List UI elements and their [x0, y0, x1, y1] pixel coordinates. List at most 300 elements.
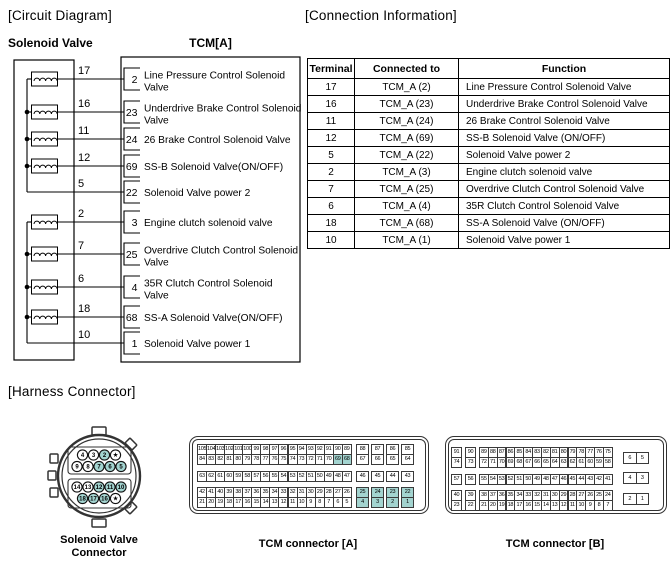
table-cell: 2	[308, 164, 355, 181]
tcm-a-pin-80: 80	[233, 454, 243, 465]
tcm-a-pin-63: 63	[197, 471, 207, 482]
tcm-b-pin-23: 23	[451, 500, 462, 511]
tcm-a-pin-94: 94	[297, 444, 307, 455]
tcm-b-pin-71: 71	[488, 457, 498, 468]
svg-text:26 Brake Control Solenoid Valv: 26 Brake Control Solenoid Valve	[144, 134, 291, 146]
tcm-b-pin-33: 33	[523, 490, 533, 501]
tcm-b-pin-16: 16	[523, 500, 533, 511]
tcm-b-pin-61: 61	[576, 457, 586, 468]
table-cell: 12	[308, 130, 355, 147]
tcm-b-pin-78: 78	[576, 447, 586, 458]
tcm-b-pin-87: 87	[497, 447, 507, 458]
tcm-a-pin-2: 2	[386, 497, 399, 508]
table-cell: TCM_A (68)	[355, 215, 459, 232]
svg-text:Overdrive Clutch Control Solen: Overdrive Clutch Control Solenoid	[144, 245, 299, 257]
tcm-b-pin-31: 31	[541, 490, 551, 501]
svg-text:14: 14	[73, 485, 81, 492]
solenoid-valve-label: Solenoid Valve	[8, 36, 93, 50]
connection-table-header	[308, 59, 670, 79]
tcm-a-pin-44: 44	[386, 471, 399, 482]
tcm-a-pin-66: 66	[371, 454, 384, 465]
table-header-cell: Terminal	[308, 59, 355, 79]
tcm-b-pin-4: 4	[623, 472, 637, 484]
tcm-a-pin-89: 89	[342, 444, 352, 455]
connection-information-title: [Connection Information]	[305, 8, 457, 23]
svg-text:18: 18	[79, 496, 86, 503]
tcm-a-pin-76: 76	[269, 454, 279, 465]
tcm-b-pin-57: 57	[451, 474, 462, 485]
svg-text:8: 8	[86, 464, 90, 471]
tcm-b-pin-51: 51	[514, 474, 524, 485]
tcm-a-pin-47: 47	[342, 471, 352, 482]
tcm-connector-a	[189, 436, 429, 514]
tcm-b-pin-3: 3	[636, 472, 650, 484]
tcm-a-pin-46: 46	[356, 471, 369, 482]
tcm-a-pin-36: 36	[251, 487, 261, 498]
connection-table	[307, 58, 670, 249]
tcm-connector-b	[445, 436, 667, 514]
table-cell: TCM_A (22)	[355, 147, 459, 164]
tcm-a-pin-20: 20	[206, 497, 216, 508]
tcm-a-pin-68: 68	[342, 454, 352, 465]
tcm-a-pin-102: 102	[224, 444, 234, 455]
tcm-a-pin-70: 70	[324, 454, 334, 465]
tcm-b-pin-74: 74	[451, 457, 462, 468]
table-cell: TCM_A (23)	[355, 96, 459, 113]
table-cell: 18	[308, 215, 355, 232]
tcm-a-pin-71: 71	[315, 454, 325, 465]
tcm-a-pin-6: 6	[333, 497, 343, 508]
tcm-a-pin-53: 53	[288, 471, 298, 482]
valve-pin-number-11: 11	[78, 125, 90, 137]
solenoid-connector-label-line1: Solenoid Valve	[60, 534, 138, 546]
tcm-a-pin-98: 98	[260, 444, 270, 455]
svg-text:SS-A Solenoid Valve(ON/OFF): SS-A Solenoid Valve(ON/OFF)	[144, 312, 283, 324]
tcm-b-pin-28: 28	[568, 490, 578, 501]
tcm-a-pin-35: 35	[260, 487, 270, 498]
svg-text:Solenoid Valve power 2: Solenoid Valve power 2	[144, 187, 251, 199]
tcm-b-pin-79: 79	[568, 447, 578, 458]
table-row	[308, 113, 670, 130]
svg-text:Valve: Valve	[144, 290, 169, 302]
table-cell: 6	[308, 198, 355, 215]
tcm-a-pin-1: 1	[401, 497, 414, 508]
tcm-b-pin-82: 82	[541, 447, 551, 458]
table-row	[308, 164, 670, 181]
circuit-diagram-title: [Circuit Diagram]	[8, 8, 112, 23]
svg-text:22: 22	[125, 186, 138, 199]
tcm-a-pin-91: 91	[324, 444, 334, 455]
tcm-a-pin-78: 78	[251, 454, 261, 465]
svg-text:17: 17	[90, 496, 97, 503]
tcm-a-pin-9: 9	[306, 497, 316, 508]
table-cell: 17	[308, 79, 355, 96]
tcm-a-pin-84: 84	[197, 454, 207, 465]
table-cell: 5	[308, 147, 355, 164]
tcm-a-pin-48: 48	[333, 471, 343, 482]
tcm-a-pin-65: 65	[386, 454, 399, 465]
tcm-a-pin-73: 73	[297, 454, 307, 465]
table-cell: Solenoid Valve power 2	[459, 147, 670, 164]
tcm-a-pin-39: 39	[224, 487, 234, 498]
tcm-a-label: TCM[A]	[189, 36, 232, 50]
valve-pin-number-5: 5	[78, 178, 85, 190]
solenoid-valve-connector	[47, 425, 151, 529]
valve-pin-number-18: 18	[78, 303, 91, 315]
tcm-b-pin-30: 30	[550, 490, 560, 501]
tcm-b-pin-20: 20	[488, 500, 498, 511]
tcm-a-pin-12: 12	[278, 497, 288, 508]
svg-text:★: ★	[112, 452, 119, 460]
tcm-a-pin-40: 40	[215, 487, 225, 498]
tcm-b-pin-76: 76	[594, 447, 604, 458]
tcm-b-pin-53: 53	[497, 474, 507, 485]
tcm-a-pin-33: 33	[278, 487, 288, 498]
tcm-a-pin-18: 18	[224, 497, 234, 508]
tcm-b-pin-75: 75	[603, 447, 613, 458]
tcm-a-pin-5: 5	[342, 497, 352, 508]
tcm-b-pin-55: 55	[479, 474, 489, 485]
tcm-a-pin-54: 54	[278, 471, 288, 482]
svg-text:Valve: Valve	[144, 115, 169, 127]
tcm-a-pin-27: 27	[333, 487, 343, 498]
tcm-b-pin-8: 8	[594, 500, 604, 511]
tcm-b-pin-81: 81	[550, 447, 560, 458]
tcm-b-pin-9: 9	[585, 500, 595, 511]
svg-text:25: 25	[125, 248, 138, 261]
tcm-a-pin-100: 100	[242, 444, 252, 455]
tcm-b-pin-88: 88	[488, 447, 498, 458]
tcm-b-pin-13: 13	[550, 500, 560, 511]
tcm-b-pin-38: 38	[479, 490, 489, 501]
valve-pin-number-7: 7	[78, 240, 85, 252]
tcm-a-pin-37: 37	[242, 487, 252, 498]
table-cell: 16	[308, 96, 355, 113]
svg-text:Solenoid Valve power 1: Solenoid Valve power 1	[144, 338, 251, 350]
tcm-a-pin-17: 17	[233, 497, 243, 508]
tcm-b-pin-60: 60	[585, 457, 595, 468]
svg-text:16: 16	[101, 496, 108, 503]
tcm-b-pin-18: 18	[506, 500, 516, 511]
svg-text:68: 68	[125, 311, 138, 324]
tcm-b-pin-40: 40	[451, 490, 462, 501]
table-cell: 7	[308, 181, 355, 198]
svg-text:★: ★	[112, 495, 119, 503]
table-cell: TCM_A (4)	[355, 198, 459, 215]
svg-text:5: 5	[119, 464, 123, 471]
tcm-b-pin-64: 64	[550, 457, 560, 468]
tcm-b-pin-49: 49	[532, 474, 542, 485]
connection-table-body	[308, 79, 670, 249]
tcm-a-pin-42: 42	[197, 487, 207, 498]
tcm-a-pin-19: 19	[215, 497, 225, 508]
tcm-b-pin-50: 50	[523, 474, 533, 485]
tcm-b-pin-84: 84	[523, 447, 533, 458]
tcm-b-pin-62: 62	[568, 457, 578, 468]
svg-text:13: 13	[84, 485, 92, 492]
tcm-a-pin-77: 77	[260, 454, 270, 465]
tcm-a-pin-60: 60	[224, 471, 234, 482]
tcm-a-pin-13: 13	[269, 497, 279, 508]
table-cell: 35R Clutch Control Solenoid Valve	[459, 198, 670, 215]
tcm-a-pin-45: 45	[371, 471, 384, 482]
tcm-b-pin-54: 54	[488, 474, 498, 485]
svg-text:1: 1	[131, 337, 138, 350]
tcm-b-pin-70: 70	[497, 457, 507, 468]
svg-text:69: 69	[125, 160, 138, 173]
tcm-a-pin-88: 88	[356, 444, 369, 455]
tcm-a-pin-38: 38	[233, 487, 243, 498]
table-cell: Solenoid Valve power 1	[459, 232, 670, 249]
tcm-b-pin-47: 47	[550, 474, 560, 485]
tcm-b-pin-72: 72	[479, 457, 489, 468]
tcm-a-pin-10: 10	[297, 497, 307, 508]
svg-text:3: 3	[131, 216, 138, 229]
svg-text:23: 23	[125, 106, 138, 119]
tcm-a-pin-28: 28	[324, 487, 334, 498]
tcm-b-pin-11: 11	[568, 500, 578, 511]
tcm-a-pin-11: 11	[288, 497, 298, 508]
tcm-b-pin-7: 7	[603, 500, 613, 511]
tcm-a-pin-93: 93	[306, 444, 316, 455]
tcm-a-pin-14: 14	[260, 497, 270, 508]
table-row	[308, 96, 670, 113]
tcm-b-pin-24: 24	[603, 490, 613, 501]
table-cell: TCM_A (3)	[355, 164, 459, 181]
tcm-a-pin-95: 95	[288, 444, 298, 455]
table-cell: Overdrive Clutch Control Solenoid Valve	[459, 181, 670, 198]
tcm-a-pin-3: 3	[371, 497, 384, 508]
tcm-a-pin-58: 58	[242, 471, 252, 482]
svg-text:Engine clutch solenoid valve: Engine clutch solenoid valve	[144, 217, 273, 229]
table-cell: TCM_A (2)	[355, 79, 459, 96]
table-header-cell: Connected to	[355, 59, 459, 79]
tcm-b-pin-37: 37	[488, 490, 498, 501]
tcm-b-pin-73: 73	[465, 457, 476, 468]
table-cell: Line Pressure Control Solenoid Valve	[459, 79, 670, 96]
tcm-a-pin-30: 30	[306, 487, 316, 498]
tcm-b-pin-5: 5	[636, 452, 650, 464]
svg-text:4: 4	[131, 281, 138, 294]
tcm-a-pin-26: 26	[342, 487, 352, 498]
tcm-b-pin-85: 85	[514, 447, 524, 458]
svg-text:Line Pressure Control Solenoid: Line Pressure Control Solenoid	[144, 70, 286, 82]
tcm-a-pin-16: 16	[242, 497, 252, 508]
tcm-a-pin-31: 31	[297, 487, 307, 498]
svg-text:7: 7	[97, 464, 101, 471]
tcm-a-pin-81: 81	[224, 454, 234, 465]
tcm-b-pin-25: 25	[594, 490, 604, 501]
tcm-b-pin-2: 2	[623, 493, 637, 505]
tcm-b-pin-26: 26	[585, 490, 595, 501]
valve-pin-number-17: 17	[78, 65, 91, 77]
svg-text:Valve: Valve	[144, 257, 169, 269]
tcm-a-pin-29: 29	[315, 487, 325, 498]
tcm-b-pin-17: 17	[514, 500, 524, 511]
tcm-b-pin-15: 15	[532, 500, 542, 511]
tcm-a-pin-97: 97	[269, 444, 279, 455]
tcm-b-pin-83: 83	[532, 447, 542, 458]
tcm-b-pin-86: 86	[506, 447, 516, 458]
valve-pin-number-16: 16	[78, 98, 91, 110]
tcm-b-pin-91: 91	[451, 447, 462, 458]
tcm-b-pin-22: 22	[465, 500, 476, 511]
tcm-b-pin-89: 89	[479, 447, 489, 458]
tcm-b-pin-48: 48	[541, 474, 551, 485]
tcm-a-pin-52: 52	[297, 471, 307, 482]
tcm-b-pin-41: 41	[603, 474, 613, 485]
tcm-a-pin-79: 79	[242, 454, 252, 465]
tcm-a-pin-85: 85	[401, 444, 414, 455]
svg-text:11: 11	[106, 485, 114, 492]
tcm-a-pin-49: 49	[324, 471, 334, 482]
table-cell: Engine clutch solenoid valve	[459, 164, 670, 181]
table-cell: Underdrive Brake Control Solenoid Valve	[459, 96, 670, 113]
table-header-cell: Function	[459, 59, 670, 79]
table-cell: 10	[308, 232, 355, 249]
tcm-a-pin-99: 99	[251, 444, 261, 455]
tcm-b-pin-56: 56	[465, 474, 476, 485]
tcm-b-pin-21: 21	[479, 500, 489, 511]
table-row	[308, 232, 670, 249]
tcm-a-pin-51: 51	[306, 471, 316, 482]
table-row	[308, 181, 670, 198]
table-row	[308, 215, 670, 232]
tcm-b-pin-34: 34	[514, 490, 524, 501]
svg-text:9: 9	[75, 464, 79, 471]
tcm-b-pin-27: 27	[576, 490, 586, 501]
tcm-b-pin-80: 80	[559, 447, 569, 458]
tcm-a-pin-69: 69	[333, 454, 343, 465]
tcm-a-pin-90: 90	[333, 444, 343, 455]
tcm-a-pin-87: 87	[371, 444, 384, 455]
tcm-b-pin-32: 32	[532, 490, 542, 501]
tcm-a-pin-7: 7	[324, 497, 334, 508]
tcm-a-pin-64: 64	[401, 454, 414, 465]
tcm-b-pin-63: 63	[559, 457, 569, 468]
tcm-a-pin-104: 104	[206, 444, 216, 455]
svg-text:SS-B Solenoid Valve(ON/OFF): SS-B Solenoid Valve(ON/OFF)	[144, 161, 284, 173]
table-cell: TCM_A (1)	[355, 232, 459, 249]
tcm-b-pin-12: 12	[559, 500, 569, 511]
tcm-connector-b-label: TCM connector [B]	[505, 538, 605, 550]
table-row	[308, 130, 670, 147]
svg-text:12: 12	[95, 485, 103, 492]
tcm-a-pin-96: 96	[278, 444, 288, 455]
tcm-a-pin-59: 59	[233, 471, 243, 482]
tcm-b-pin-6: 6	[623, 452, 637, 464]
svg-text:Valve: Valve	[144, 82, 169, 94]
tcm-b-pin-43: 43	[585, 474, 595, 485]
tcm-a-pin-15: 15	[251, 497, 261, 508]
table-cell: SS-A Solenoid Valve (ON/OFF)	[459, 215, 670, 232]
tcm-b-pin-58: 58	[603, 457, 613, 468]
svg-text:3: 3	[91, 453, 96, 460]
tcm-a-pin-21: 21	[197, 497, 207, 508]
tcm-a-pin-72: 72	[306, 454, 316, 465]
tcm-b-pin-14: 14	[541, 500, 551, 511]
tcm-b-pin-65: 65	[541, 457, 551, 468]
tcm-a-pin-25: 25	[356, 487, 369, 498]
tcm-connector-a-label: TCM connector [A]	[258, 538, 358, 550]
tcm-b-pin-68: 68	[514, 457, 524, 468]
tcm-a-pin-8: 8	[315, 497, 325, 508]
tcm-a-pin-74: 74	[288, 454, 298, 465]
tcm-a-pin-67: 67	[356, 454, 369, 465]
valve-pin-number-12: 12	[78, 152, 91, 164]
solenoid-connector-label-line2: Connector	[71, 547, 127, 559]
valve-pin-number-6: 6	[78, 273, 85, 285]
svg-text:6: 6	[108, 464, 112, 471]
tcm-b-pin-46: 46	[559, 474, 569, 485]
table-cell: TCM_A (24)	[355, 113, 459, 130]
tcm-b-pin-44: 44	[576, 474, 586, 485]
tcm-a-pin-41: 41	[206, 487, 216, 498]
harness-connector-title: [Harness Connector]	[8, 384, 136, 399]
tcm-a-pin-50: 50	[315, 471, 325, 482]
tcm-b-pin-90: 90	[465, 447, 476, 458]
tcm-a-pin-103: 103	[215, 444, 225, 455]
tcm-a-pin-62: 62	[206, 471, 216, 482]
tcm-b-pin-52: 52	[506, 474, 516, 485]
svg-text:35R Clutch Control Solenoid: 35R Clutch Control Solenoid	[144, 278, 273, 290]
tcm-a-pin-83: 83	[206, 454, 216, 465]
tcm-a-pin-4: 4	[356, 497, 369, 508]
tcm-a-pin-105: 105	[197, 444, 207, 455]
tcm-a-pin-101: 101	[233, 444, 243, 455]
tcm-a-pin-75: 75	[278, 454, 288, 465]
svg-text:10: 10	[117, 485, 125, 492]
tcm-b-pin-69: 69	[506, 457, 516, 468]
tcm-a-pin-32: 32	[288, 487, 298, 498]
tcm-b-pin-66: 66	[532, 457, 542, 468]
tcm-a-pin-57: 57	[251, 471, 261, 482]
solenoid-connector-label	[29, 534, 169, 560]
tcm-a-pin-34: 34	[269, 487, 279, 498]
valve-pin-number-2: 2	[78, 208, 85, 220]
tcm-b-pin-59: 59	[594, 457, 604, 468]
tcm-a-pin-22: 22	[401, 487, 414, 498]
tcm-b-pin-39: 39	[465, 490, 476, 501]
svg-text:24: 24	[125, 133, 138, 146]
tcm-a-pin-56: 56	[260, 471, 270, 482]
tcm-b-pin-67: 67	[523, 457, 533, 468]
tcm-b-pin-10: 10	[576, 500, 586, 511]
tcm-b-pin-29: 29	[559, 490, 569, 501]
tcm-b-pin-42: 42	[594, 474, 604, 485]
table-cell: 11	[308, 113, 355, 130]
table-cell: TCM_A (25)	[355, 181, 459, 198]
table-row	[308, 147, 670, 164]
tcm-b-pin-19: 19	[497, 500, 507, 511]
tcm-b-pin-35: 35	[506, 490, 516, 501]
tcm-a-pin-43: 43	[401, 471, 414, 482]
tcm-a-pin-24: 24	[371, 487, 384, 498]
tcm-a-pin-86: 86	[386, 444, 399, 455]
tcm-b-pin-45: 45	[568, 474, 578, 485]
table-cell: SS-B Solenoid Valve (ON/OFF)	[459, 130, 670, 147]
tcm-b-pin-36: 36	[497, 490, 507, 501]
svg-text:2: 2	[131, 73, 138, 86]
table-cell: TCM_A (69)	[355, 130, 459, 147]
svg-text:Underdrive Brake Control Solen: Underdrive Brake Control Solenoid	[144, 103, 302, 115]
tcm-a-pin-55: 55	[269, 471, 279, 482]
svg-text:4: 4	[80, 453, 85, 460]
svg-text:2: 2	[102, 453, 107, 460]
tcm-b-pin-77: 77	[585, 447, 595, 458]
table-cell: 26 Brake Control Solenoid Valve	[459, 113, 670, 130]
tcm-a-pin-92: 92	[315, 444, 325, 455]
